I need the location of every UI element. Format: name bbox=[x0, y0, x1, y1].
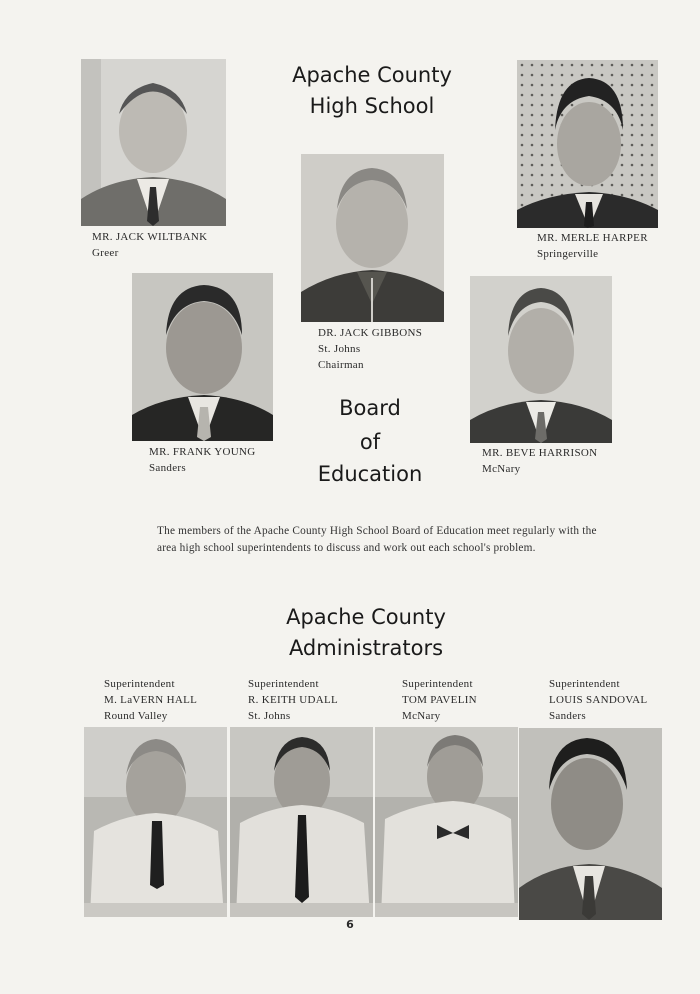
admin-name: M. LaVERN HALL bbox=[104, 694, 198, 706]
admin-place: Sanders bbox=[549, 710, 586, 722]
caption-gibbons bbox=[318, 325, 422, 373]
member-name: MR. BEVE HARRISON bbox=[482, 447, 598, 459]
title-line-2: High School bbox=[309, 94, 435, 118]
admin-name: LOUIS SANDOVAL bbox=[549, 694, 648, 706]
board-word-1: Board bbox=[339, 396, 401, 420]
member-name: MR. JACK WILTBANK bbox=[92, 231, 208, 243]
board-word-3: Education bbox=[317, 462, 423, 486]
portrait-photo-young bbox=[132, 273, 273, 441]
admin-place: Round Valley bbox=[104, 710, 168, 722]
caption-harper bbox=[537, 230, 648, 262]
member-place: McNary bbox=[482, 463, 521, 475]
admin-place: St. Johns bbox=[248, 710, 291, 722]
member-role: Chairman bbox=[318, 359, 364, 371]
admin-photo-sandoval bbox=[519, 728, 662, 920]
member-place: Springerville bbox=[537, 248, 599, 260]
caption-young bbox=[149, 444, 255, 476]
admin-title: Superintendent bbox=[549, 678, 620, 690]
admin-name: R. KEITH UDALL bbox=[248, 694, 339, 706]
admin-title: Superintendent bbox=[248, 678, 319, 690]
caption-wiltbank bbox=[92, 229, 207, 261]
member-place: Greer bbox=[92, 247, 119, 259]
admin-title: Superintendent bbox=[402, 678, 473, 690]
admin-name: TOM PAVELIN bbox=[402, 694, 477, 706]
portrait-photo-harrison bbox=[470, 276, 612, 443]
admin-photo-hall bbox=[84, 727, 227, 917]
member-name: MR. FRANK YOUNG bbox=[149, 446, 256, 458]
admin-caption-sandoval bbox=[549, 676, 647, 724]
portrait-photo-gibbons bbox=[301, 154, 444, 322]
title-line-1: Apache County bbox=[286, 605, 446, 629]
member-name: DR. JACK GIBBONS bbox=[318, 327, 423, 339]
admin-caption-udall bbox=[248, 676, 338, 724]
section-title-board bbox=[262, 60, 482, 122]
admin-caption-pavelin bbox=[402, 676, 477, 724]
page-number: 6 bbox=[346, 918, 354, 931]
board-description-paragraph: The members of the Apache County High School Board of Education meet regularly with the area high school superintendents to discuss and work out each school's problem. bbox=[157, 525, 597, 554]
board-word-2: of bbox=[359, 430, 381, 454]
portrait-photo-harper bbox=[517, 60, 658, 228]
member-place: Sanders bbox=[149, 462, 186, 474]
portrait-photo-wiltbank bbox=[81, 59, 226, 226]
section-title-administrators bbox=[246, 602, 486, 664]
admin-place: McNary bbox=[402, 710, 441, 722]
admin-caption-hall bbox=[104, 676, 197, 724]
admin-title: Superintendent bbox=[104, 678, 175, 690]
admin-photo-pavelin bbox=[375, 727, 518, 917]
admin-photo-udall bbox=[230, 727, 373, 917]
caption-harrison bbox=[482, 445, 597, 477]
member-name: MR. MERLE HARPER bbox=[537, 232, 648, 244]
title-line-1: Apache County bbox=[292, 63, 452, 87]
title-line-2: Administrators bbox=[288, 636, 444, 660]
member-place: St. Johns bbox=[318, 343, 361, 355]
